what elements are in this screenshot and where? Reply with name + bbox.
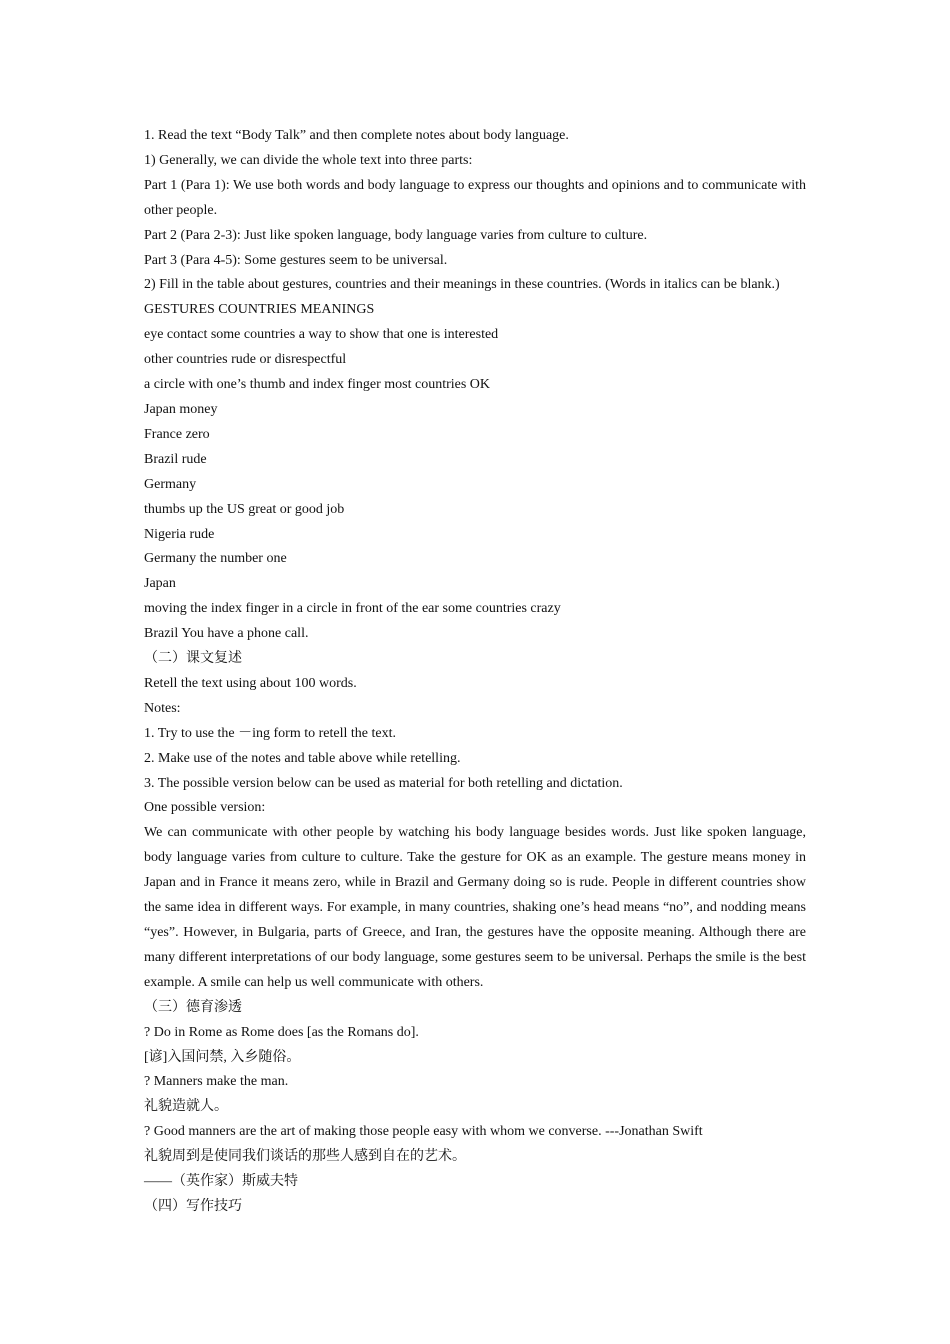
- part-1-paragraph: Part 1 (Para 1): We use both words and body language to express our thoughts and opinions and to communicate with other people.: [144, 177, 806, 218]
- table-row-line: France zero: [144, 426, 210, 442]
- text-line: [谚]入国问禁, 入乡随俗。: [144, 1049, 301, 1065]
- text-line: 1) Generally, we can divide the whole text into three parts:: [144, 152, 473, 168]
- table-row-line: eye contact some countries a way to show that one is interested: [144, 327, 499, 343]
- table-row-line: Nigeria rude: [144, 526, 215, 542]
- table-row-line: Japan money: [144, 401, 218, 417]
- text-line: 2) Fill in the table about gestures, countries and their meanings in these countries. (Words in italics can be blank.): [144, 277, 780, 293]
- section-heading: （三）德育渗透: [144, 999, 242, 1015]
- document-body: [144, 124, 806, 1220]
- text-line: 礼貌造就人。: [144, 1099, 228, 1115]
- text-line: Notes:: [144, 700, 181, 716]
- text-line: 1. Try to use the －ing form to retell the text.: [144, 725, 396, 741]
- text-line: Part 2 (Para 2-3): Just like spoken language, body language varies from culture to culture.: [144, 227, 648, 243]
- section-heading: （二）课文复述: [144, 651, 242, 667]
- text-line: One possible version:: [144, 800, 266, 816]
- section-heading: （四）写作技巧: [144, 1198, 242, 1214]
- table-row-line: Brazil You have a phone call.: [144, 626, 309, 642]
- text-line: Part 3 (Para 4-5): Some gestures seem to be universal.: [144, 252, 448, 268]
- table-row-line: Germany the number one: [144, 551, 287, 567]
- text-line: Retell the text using about 100 words.: [144, 675, 357, 691]
- text-line: ? Manners make the man.: [144, 1074, 289, 1090]
- text-line: 2. Make use of the notes and table above while retelling.: [144, 750, 461, 766]
- text-line: 礼貌周到是使同我们谈话的那些人感到自在的艺术。: [144, 1149, 466, 1165]
- text-line: ? Do in Rome as Rome does [as the Romans do].: [144, 1024, 419, 1040]
- table-row-line: Germany: [144, 476, 197, 492]
- table-header-line: GESTURES COUNTRIES MEANINGS: [144, 302, 375, 318]
- table-row-line: Japan: [144, 576, 176, 592]
- text-line: ——（英作家）斯威夫特: [144, 1174, 298, 1190]
- instruction-heading: 1. Read the text “Body Talk” and then complete notes about body language.: [144, 128, 569, 143]
- table-row-line: other countries rude or disrespectful: [144, 352, 347, 368]
- text-line: 3. The possible version below can be used as material for both retelling and dictation.: [144, 775, 623, 791]
- possible-version-paragraph: We can communicate with other people by watching his body language besides words. Just like spoken language, body language varies from culture to culture. Take the gesture for OK as an example. The gesture means money in Japan and in France it means zero, while in Brazil and Germany doing so is rude. People in different countries show the same idea in different ways. For example, in many countries, shaking one’s head means “no”, and nodding means “yes”. However, in Bulgaria, parts of Greece, and Iran, the gestures have the opposite meaning. Although there are many different interpretations of our body language, some gestures seem to be universal. Perhaps the smile is the best example. A smile can help us well communicate with others.: [144, 825, 806, 990]
- table-row-line: moving the index finger in a circle in front of the ear some countries crazy: [144, 601, 561, 617]
- table-row-line: Brazil rude: [144, 451, 207, 467]
- table-row-line: a circle with one’s thumb and index finger most countries OK: [144, 377, 491, 393]
- text-line: ? Good manners are the art of making those people easy with whom we converse. ---Jonathan Swift: [144, 1124, 703, 1140]
- table-row-line: thumbs up the US great or good job: [144, 501, 345, 517]
